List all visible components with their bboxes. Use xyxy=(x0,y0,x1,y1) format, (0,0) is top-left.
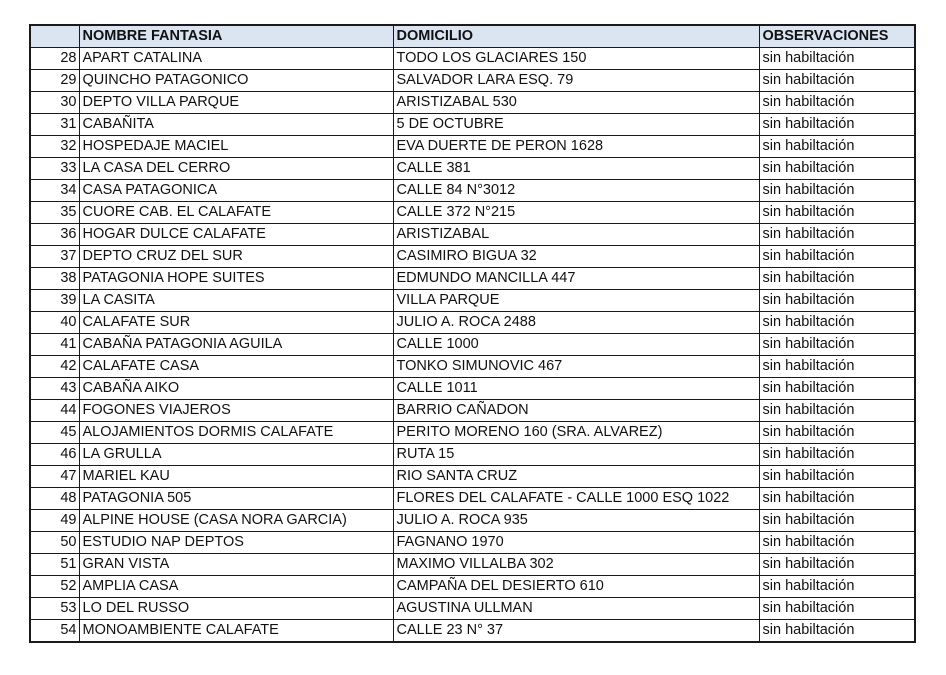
row-name: LA GRULLA xyxy=(79,444,393,466)
lodging-table xyxy=(29,24,916,643)
table-row xyxy=(30,70,915,92)
table-row xyxy=(30,202,915,224)
table-row xyxy=(30,136,915,158)
row-number: 36 xyxy=(30,224,79,246)
row-name: LO DEL RUSSO xyxy=(79,598,393,620)
row-notes: sin habiltación xyxy=(759,510,915,532)
row-number: 40 xyxy=(30,312,79,334)
row-address: BARRIO CAÑADON xyxy=(393,400,759,422)
row-number: 31 xyxy=(30,114,79,136)
row-notes: sin habiltación xyxy=(759,180,915,202)
row-number: 51 xyxy=(30,554,79,576)
table-row xyxy=(30,180,915,202)
table-row xyxy=(30,48,915,70)
row-address: 5 DE OCTUBRE xyxy=(393,114,759,136)
row-address: RUTA 15 xyxy=(393,444,759,466)
row-number: 28 xyxy=(30,48,79,70)
row-number: 54 xyxy=(30,620,79,643)
row-notes: sin habiltación xyxy=(759,290,915,312)
row-number: 37 xyxy=(30,246,79,268)
row-address: TONKO SIMUNOVIC 467 xyxy=(393,356,759,378)
row-name: HOSPEDAJE MACIEL xyxy=(79,136,393,158)
row-notes: sin habiltación xyxy=(759,356,915,378)
table-row xyxy=(30,422,915,444)
row-address: SALVADOR LARA ESQ. 79 xyxy=(393,70,759,92)
row-name: PATAGONIA 505 xyxy=(79,488,393,510)
row-number: 49 xyxy=(30,510,79,532)
row-address: EDMUNDO MANCILLA 447 xyxy=(393,268,759,290)
row-name: FOGONES VIAJEROS xyxy=(79,400,393,422)
row-notes: sin habiltación xyxy=(759,158,915,180)
row-name: ESTUDIO NAP DEPTOS xyxy=(79,532,393,554)
row-address: JULIO A. ROCA 2488 xyxy=(393,312,759,334)
table-row xyxy=(30,290,915,312)
row-address: TODO LOS GLACIARES 150 xyxy=(393,48,759,70)
row-address: PERITO MORENO 160 (SRA. ALVAREZ) xyxy=(393,422,759,444)
row-number: 34 xyxy=(30,180,79,202)
row-notes: sin habiltación xyxy=(759,378,915,400)
row-notes: sin habiltación xyxy=(759,334,915,356)
row-address: ARISTIZABAL xyxy=(393,224,759,246)
table-row xyxy=(30,334,915,356)
row-number: 38 xyxy=(30,268,79,290)
table-row xyxy=(30,532,915,554)
row-notes: sin habiltación xyxy=(759,532,915,554)
row-notes: sin habiltación xyxy=(759,114,915,136)
row-notes: sin habiltación xyxy=(759,48,915,70)
table-row xyxy=(30,312,915,334)
table-row xyxy=(30,620,915,643)
table-row xyxy=(30,444,915,466)
row-notes: sin habiltación xyxy=(759,598,915,620)
row-address: CAMPAÑA DEL DESIERTO 610 xyxy=(393,576,759,598)
table-row xyxy=(30,246,915,268)
table-row xyxy=(30,356,915,378)
row-number: 52 xyxy=(30,576,79,598)
row-notes: sin habiltación xyxy=(759,70,915,92)
row-address: CALLE 1000 xyxy=(393,334,759,356)
row-number: 39 xyxy=(30,290,79,312)
row-number: 45 xyxy=(30,422,79,444)
header-address: DOMICILIO xyxy=(393,25,759,48)
row-number: 30 xyxy=(30,92,79,114)
row-notes: sin habiltación xyxy=(759,422,915,444)
row-name: CALAFATE SUR xyxy=(79,312,393,334)
row-number: 46 xyxy=(30,444,79,466)
row-address: FLORES DEL CALAFATE - CALLE 1000 ESQ 1022 xyxy=(393,488,759,510)
table-row xyxy=(30,114,915,136)
row-number: 41 xyxy=(30,334,79,356)
row-address: CASIMIRO BIGUA 32 xyxy=(393,246,759,268)
row-name: DEPTO CRUZ DEL SUR xyxy=(79,246,393,268)
row-name: AMPLIA CASA xyxy=(79,576,393,598)
row-number: 53 xyxy=(30,598,79,620)
row-name: CABAÑA PATAGONIA AGUILA xyxy=(79,334,393,356)
row-address: CALLE 23 N° 37 xyxy=(393,620,759,643)
row-name: LA CASA DEL CERRO xyxy=(79,158,393,180)
table-row xyxy=(30,92,915,114)
table-row xyxy=(30,488,915,510)
header-number xyxy=(30,25,79,48)
row-notes: sin habiltación xyxy=(759,466,915,488)
row-notes: sin habiltación xyxy=(759,246,915,268)
row-name: LA CASITA xyxy=(79,290,393,312)
row-address: VILLA PARQUE xyxy=(393,290,759,312)
table-row xyxy=(30,598,915,620)
row-name: GRAN VISTA xyxy=(79,554,393,576)
row-name: DEPTO VILLA PARQUE xyxy=(79,92,393,114)
row-address: AGUSTINA ULLMAN xyxy=(393,598,759,620)
row-name: PATAGONIA HOPE SUITES xyxy=(79,268,393,290)
row-address: CALLE 1011 xyxy=(393,378,759,400)
table-row xyxy=(30,510,915,532)
table-row xyxy=(30,268,915,290)
row-number: 35 xyxy=(30,202,79,224)
row-address: JULIO A. ROCA 935 xyxy=(393,510,759,532)
row-number: 47 xyxy=(30,466,79,488)
row-number: 33 xyxy=(30,158,79,180)
row-address: CALLE 84 N°3012 xyxy=(393,180,759,202)
row-notes: sin habiltación xyxy=(759,620,915,643)
row-number: 44 xyxy=(30,400,79,422)
table-row xyxy=(30,576,915,598)
row-name: ALOJAMIENTOS DORMIS CALAFATE xyxy=(79,422,393,444)
row-address: MAXIMO VILLALBA 302 xyxy=(393,554,759,576)
row-address: FAGNANO 1970 xyxy=(393,532,759,554)
row-name: MARIEL KAU xyxy=(79,466,393,488)
row-number: 32 xyxy=(30,136,79,158)
row-number: 50 xyxy=(30,532,79,554)
row-notes: sin habiltación xyxy=(759,444,915,466)
row-name: CASA PATAGONICA xyxy=(79,180,393,202)
row-name: CABAÑA AIKO xyxy=(79,378,393,400)
row-name: QUINCHO PATAGONICO xyxy=(79,70,393,92)
table-row xyxy=(30,378,915,400)
row-notes: sin habiltación xyxy=(759,202,915,224)
table-row xyxy=(30,400,915,422)
table-row xyxy=(30,466,915,488)
row-notes: sin habiltación xyxy=(759,312,915,334)
row-notes: sin habiltación xyxy=(759,400,915,422)
row-address: ARISTIZABAL 530 xyxy=(393,92,759,114)
row-name: ALPINE HOUSE (CASA NORA GARCIA) xyxy=(79,510,393,532)
row-address: RIO SANTA CRUZ xyxy=(393,466,759,488)
header-row xyxy=(30,25,915,48)
row-name: HOGAR DULCE CALAFATE xyxy=(79,224,393,246)
row-notes: sin habiltación xyxy=(759,92,915,114)
table-row xyxy=(30,158,915,180)
row-number: 48 xyxy=(30,488,79,510)
table-row xyxy=(30,554,915,576)
row-notes: sin habiltación xyxy=(759,136,915,158)
row-address: CALLE 372 N°215 xyxy=(393,202,759,224)
row-notes: sin habiltación xyxy=(759,268,915,290)
row-notes: sin habiltación xyxy=(759,488,915,510)
row-notes: sin habiltación xyxy=(759,554,915,576)
row-name: CUORE CAB. EL CALAFATE xyxy=(79,202,393,224)
row-number: 42 xyxy=(30,356,79,378)
row-name: CABAÑITA xyxy=(79,114,393,136)
row-name: MONOAMBIENTE CALAFATE xyxy=(79,620,393,643)
row-name: APART CATALINA xyxy=(79,48,393,70)
row-name: CALAFATE CASA xyxy=(79,356,393,378)
header-name: NOMBRE FANTASIA xyxy=(79,25,393,48)
row-address: EVA DUERTE DE PERON 1628 xyxy=(393,136,759,158)
row-notes: sin habiltación xyxy=(759,576,915,598)
table-row xyxy=(30,224,915,246)
row-address: CALLE 381 xyxy=(393,158,759,180)
header-notes: OBSERVACIONES xyxy=(759,25,915,48)
row-number: 43 xyxy=(30,378,79,400)
row-number: 29 xyxy=(30,70,79,92)
row-notes: sin habiltación xyxy=(759,224,915,246)
